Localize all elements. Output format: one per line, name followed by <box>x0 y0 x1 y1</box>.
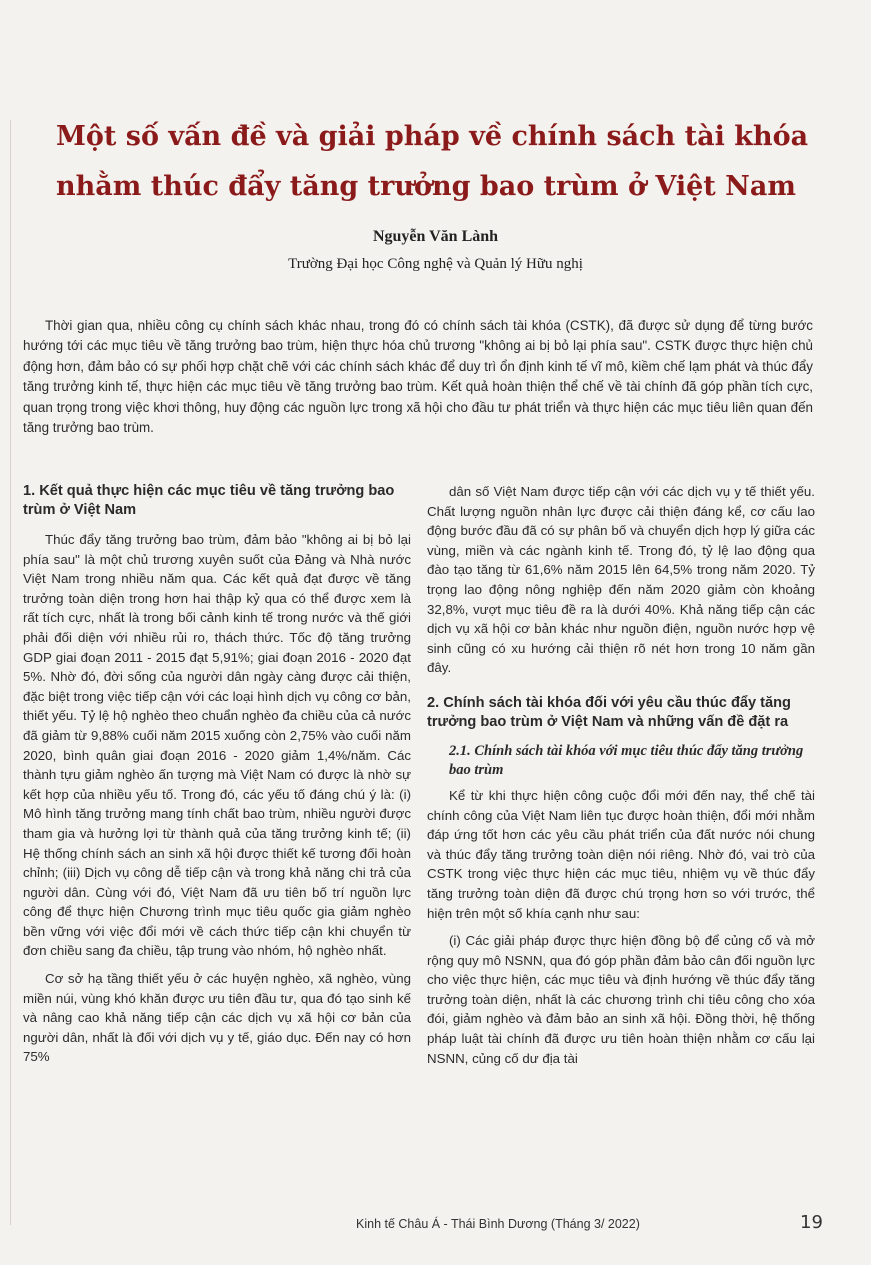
section-2-heading: 2. Chính sách tài khóa đối với yêu cầu thúc đẩy tăng trưởng bao trùm ở Việt Nam và những vấn đề đặt ra <box>427 694 791 730</box>
paragraph: Kể từ khi thực hiện công cuộc đổi mới đến nay, thể chế tài chính công của Việt Nam liên tục được hoàn thiện, đổi mới nhằm đáp ứng tốt hơn các yêu cầu phát triển của đất nước nói chung và thúc đẩy tăng trưởng toàn diện nói riêng. Nhờ đó, vai trò của CSTK trong việc thực hiện các mục tiêu, nhiệm vụ về thúc đẩy tăng trưởng toàn diện đã được chú trọng hơn so với trước, thể hiện trên một số khía cạnh như sau: <box>427 787 815 921</box>
paragraph: Thúc đẩy tăng trưởng bao trùm, đảm bảo "không ai bị bỏ lại phía sau" là một chủ trương xuyên suốt của Đảng và Nhà nước Việt Nam trong nhiều năm qua. Các kết quả đạt được về tăng trưởng toàn diện trong hơn hai thập kỷ qua có thể được xem là rất tích cực, nhất là trong bối cảnh kinh tế trong nước và thế giới phải đối diện với nhiều rủi ro, thách thức. Tốc độ tăng trưởng GDP giai đoạn 2011 - 2015 đạt 5,91%; giai đoạn 2016 - 2020 đạt 5%. Nhờ đó, đời sống của người dân ngày càng được cải thiện, đặc biệt trong việc tiếp cận với các loại hình dịch vụ công cơ bản, thiết yếu. Tỷ lệ hộ nghèo theo chuẩn nghèo đa chiều của cả nước đã giảm từ 9,88% cuối năm 2015 xuống còn 2,75% vào cuối năm 2020, bình quân giai đoạn 2016 - 2020 giảm 1,4%/năm. Các thành tựu giảm nghèo ấn tượng mà Việt Nam có được là nhờ sự kết hợp của nhiều yếu tố. Trong đó, các yếu tố đáng chú ý là: (i) Mô hình tăng trưởng mang tính chất bao trùm, nhiều người được tham gia và hưởng lợi từ thành quả của tăng trưởng kinh tế; (ii) Hệ thống chính sách an sinh xã hội được thiết kế tương đối hoàn chỉnh; (iii) Dịch vụ công dễ tiếp cận và trong khả năng chi trả của người dân. Cùng với đó, Việt Nam đã ưu tiên bố trí nguồn lực công để thực hiện Chương trình mục tiêu quốc gia giảm nghèo bền vững với việc đổi mới về cách thức tiếp cận khi chuyển từ đơn chiều sang đa chiều, tập trung vào nhóm, hộ nghèo nhất. <box>23 532 411 959</box>
author-affiliation: Trường Đại học Công nghệ và Quản lý Hữu nghị <box>288 256 583 272</box>
author-name: Nguyễn Văn Lành <box>372 228 499 245</box>
paragraph: (i) Các giải pháp được thực hiện đồng bộ để củng cố và mở rộng quy mô NSNN, qua đó góp phần đảm bảo cân đối nguồn lực cho việc thực hiện, các mục tiêu và định hướng về thúc đẩy tăng trưởng toàn diện, nhất là các chương trình chi tiêu công cho xóa đói, giảm nghèo và đảm bảo an sinh xã hội. Đồng thời, hệ thống pháp luật tài chính đã được ưu tiên hoàn thiện nhằm cơ cấu lại NSNN, củng cố dư địa tài <box>427 933 815 1066</box>
left-column <box>23 482 411 1067</box>
page-number: 19 <box>800 1212 823 1233</box>
right-column <box>427 482 815 1068</box>
article-title: Một số vấn đề và giải pháp về chính sách tài khóa nhằm thúc đẩy tăng trưởng bao trùm ở Việt Nam <box>56 121 809 202</box>
paragraph: Cơ sở hạ tầng thiết yếu ở các huyện nghèo, xã nghèo, vùng miền núi, vùng khó khăn được ưu tiên đầu tư, qua đó tạo sinh kế và nâng cao khả năng tiếp cận các dịch vụ xã hội cơ bản của người dân, nhất là đối với dịch vụ y tế, giáo dục. Đến nay có hơn 75% <box>23 971 411 1065</box>
section-1-heading: 1. Kết quả thực hiện các mục tiêu về tăng trưởng bao trùm ở Việt Nam <box>23 483 395 518</box>
subsection-2-1-heading: 2.1. Chính sách tài khóa với mục tiêu thúc đẩy tăng trưởng bao trùm <box>449 742 804 778</box>
paragraph: dân số Việt Nam được tiếp cận với các dịch vụ y tế thiết yếu. Chất lượng nguồn nhân lực được cải thiện đáng kể, cơ cấu lao động bước đầu đã có sự phân bố và chuyển dịch hợp lý giữa các vùng, miền và các ngành kinh tế. Trong đó, tỷ lệ lao động qua đào tạo tăng từ 61,6% năm 2015 lên 64,5% trong năm 2020. Tỷ trọng lao động nông nghiệp đến năm 2020 giảm còn khoảng 32,8%, vượt mục tiêu đề ra là dưới 40%. Khả năng tiếp cận các dịch vụ xã hội cơ bản khác như nguồn điện, nguồn nước hợp vệ sinh cũng có xu hướng cải thiện rõ nét hơn trong 10 năm gần đây. <box>427 484 815 676</box>
page-edge-shadow <box>10 120 11 1225</box>
journal-footer: Kinh tế Châu Á - Thái Bình Dương (Tháng 3/ 2022) <box>356 1217 640 1231</box>
abstract: Thời gian qua, nhiều công cụ chính sách khác nhau, trong đó có chính sách tài khóa (CSTK), đã được sử dụng để từng bước hướng tới các mục tiêu về tăng trưởng bao trùm, hiện thực hóa chủ trương "không ai bị bỏ lại phía sau". CSTK được thực hiện chủ động hơn, đảm bảo có sự phối hợp chặt chẽ với các chính sách khác để duy trì ổn định kinh tế vĩ mô, kiềm chế lạm phát và thúc đẩy tăng trưởng kinh tế, thực hiện các mục tiêu về tăng trưởng bao trùm. Kết quả hoàn thiện thể chế về tài chính đã góp phần tích cực, quan trọng trong việc khơi thông, huy động các nguồn lực trong xã hội cho đầu tư phát triển và thực hiện các mục tiêu liên quan đến tăng trưởng bao trùm. <box>23 318 813 436</box>
